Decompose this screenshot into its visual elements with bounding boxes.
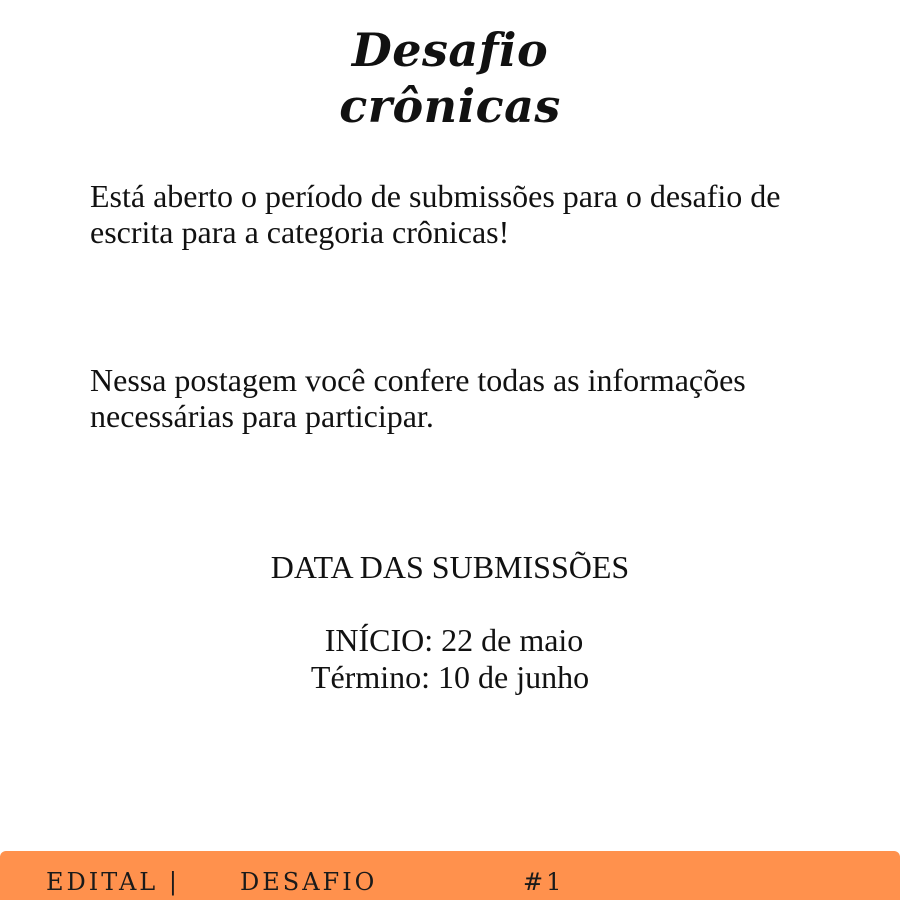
title-line-2: crônicas bbox=[339, 79, 561, 133]
dates-heading: DATA DAS SUBMISSÕES bbox=[270, 549, 630, 585]
date-end: Término: 10 de junho bbox=[310, 659, 590, 695]
page-title bbox=[0, 22, 900, 134]
footer-label-number: #1 bbox=[523, 868, 565, 896]
intro-paragraph-1: Está aberto o período de submissões para o desafio de escrita para a categoria crônicas! bbox=[90, 178, 781, 250]
title-line-1: Desafio bbox=[351, 23, 549, 77]
footer-label-desafio: DESAFIO bbox=[240, 868, 378, 896]
intro-paragraph-2: Nessa postagem você confere todas as informações necessárias para participar. bbox=[90, 362, 746, 434]
date-start: INÍCIO: 22 de maio bbox=[324, 622, 584, 658]
footer-banner bbox=[0, 851, 900, 900]
footer-label-edital: EDITAL | bbox=[46, 868, 180, 896]
